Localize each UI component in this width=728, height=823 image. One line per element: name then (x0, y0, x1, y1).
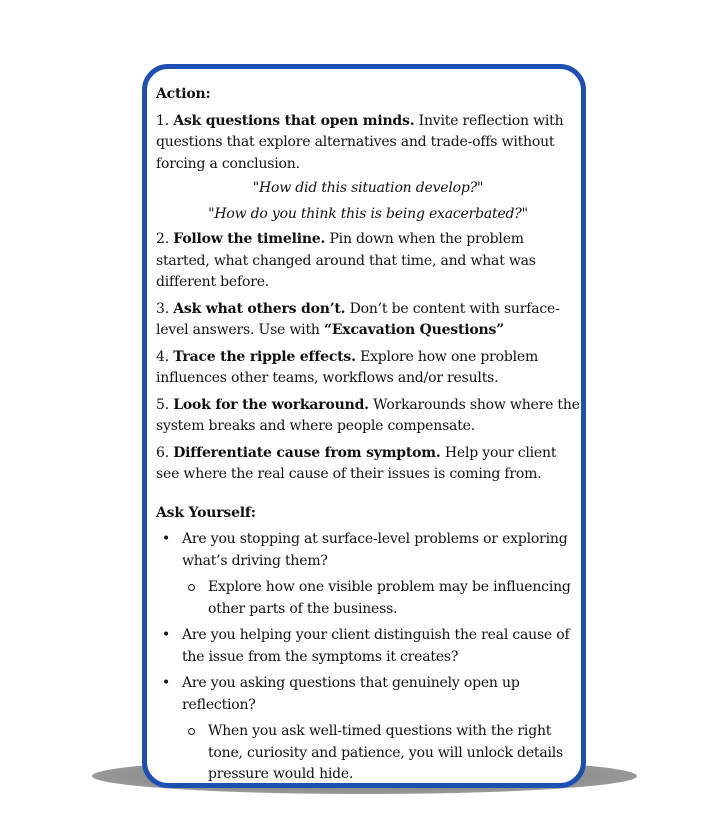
item-number: 2. (156, 231, 169, 247)
item-title: Follow the timeline. (173, 231, 326, 247)
bullet-icon: • (162, 627, 171, 643)
item-text: Explore how one problem influences other teams, workflows and/or results. (156, 348, 539, 386)
action-card (142, 64, 586, 788)
item-text: Workarounds show where the system breaks and where people compensate. (156, 396, 580, 434)
hollow-bullet-icon (188, 584, 195, 591)
item-number: 1. (156, 112, 169, 129)
item-title: Trace the ripple effects. (173, 348, 356, 365)
item-title: Ask what others don’t. (173, 300, 346, 317)
action-item-6 (156, 443, 580, 486)
item-text: Don’t be content with surface-level answers. Use with (156, 300, 560, 338)
item-number: 4. (156, 348, 169, 365)
bullet-icon: • (162, 531, 171, 547)
hollow-bullet-icon (188, 728, 195, 735)
action-item-4 (156, 347, 580, 390)
example-quote-2: "How do you think this is being exacerbated?" (208, 205, 528, 222)
sub-question-text: When you ask well-timed questions with the right tone, curiosity and patience, you will unlock details pressure would hide. (208, 723, 564, 782)
action-item-1 (156, 111, 580, 176)
list-item (156, 529, 580, 620)
item-title: Look for the workaround. (173, 396, 369, 413)
list-item (156, 625, 580, 668)
item-number: 6. (156, 444, 169, 461)
section-gap (156, 491, 580, 503)
bullet-icon: • (162, 675, 171, 691)
item-emphasis: “Excavation Questions” (323, 322, 505, 338)
ask-yourself-list (156, 529, 580, 786)
sub-list-item (182, 577, 580, 620)
card-content (156, 84, 580, 788)
item-title: Differentiate cause from symptom. (173, 444, 441, 461)
example-quote-1: "How did this situation develop?" (252, 180, 484, 196)
list-item (156, 673, 580, 786)
sub-question-text: Explore how one visible problem may be influencing other parts of the business. (208, 579, 571, 617)
sub-list-item (182, 721, 580, 786)
action-item-2 (156, 229, 580, 294)
action-item-5 (156, 395, 580, 438)
item-text: Pin down when the problem started, what changed around that time, and what was different before. (156, 231, 536, 290)
item-number: 3. (156, 300, 169, 317)
item-text: Invite reflection with questions that explore alternatives and trade-offs without forcing a conclusion. (156, 112, 564, 172)
item-number: 5. (156, 396, 169, 413)
item-text: Help your client see where the real cause of their issues is coming from. (156, 444, 557, 482)
ask-yourself-heading: Ask Yourself: (156, 504, 256, 521)
sub-list (182, 721, 580, 786)
action-item-3 (156, 299, 580, 342)
question-text: Are you helping your client distinguish the real cause of the issue from the symptoms it creates? (182, 627, 570, 665)
item-title: Ask questions that open minds. (173, 112, 415, 129)
question-text: Are you stopping at surface-level problems or exploring what’s driving them? (182, 531, 568, 569)
sub-list (182, 577, 580, 620)
question-text: Are you asking questions that genuinely open up reflection? (182, 675, 520, 713)
action-heading: Action: (156, 86, 211, 102)
